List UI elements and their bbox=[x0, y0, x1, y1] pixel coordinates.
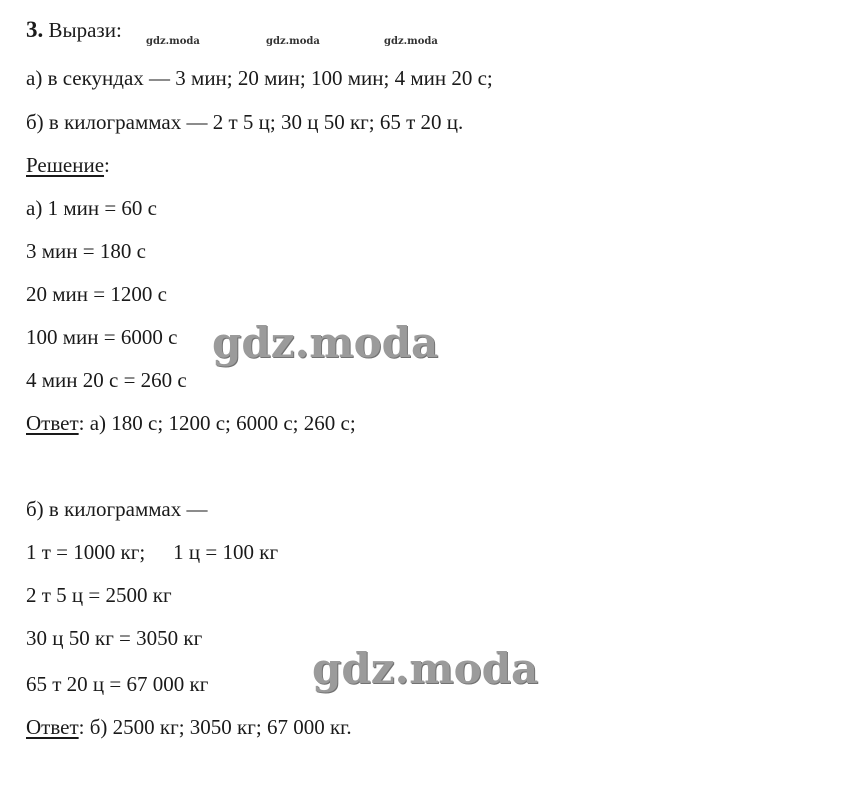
part-a-line: 20 мин = 1200 с bbox=[26, 282, 167, 306]
solution-heading-colon: : bbox=[104, 153, 110, 177]
part-a-line: 100 мин = 6000 с bbox=[26, 325, 178, 349]
task-number: 3. bbox=[26, 17, 44, 42]
conversion-ton: 1 т = 1000 кг; bbox=[26, 540, 146, 564]
part-a-line: а) 1 мин = 60 с bbox=[26, 196, 157, 220]
answer-label: Ответ bbox=[26, 411, 79, 435]
part-b-answer bbox=[26, 715, 352, 739]
task-item-a: а) в секундах — 3 мин; 20 мин; 100 мин; 4 мин 20 с; bbox=[26, 66, 493, 90]
watermark-small-1: gdz.moda bbox=[146, 36, 200, 47]
answer-label: Ответ bbox=[26, 715, 79, 739]
watermark-small-2: gdz.moda bbox=[266, 36, 320, 47]
watermark-big-2: gdz.moda bbox=[312, 644, 539, 693]
part-b-intro: б) в килограммах — bbox=[26, 497, 208, 521]
part-b-line: 2 т 5 ц = 2500 кг bbox=[26, 583, 172, 607]
watermark-big-1: gdz.moda bbox=[212, 318, 439, 367]
task-header bbox=[26, 18, 122, 42]
part-a-line: 3 мин = 180 с bbox=[26, 239, 146, 263]
part-b-conversions bbox=[26, 540, 278, 564]
task-prompt: Вырази: bbox=[48, 18, 122, 42]
part-a-answer bbox=[26, 411, 356, 435]
part-b-line: 65 т 20 ц = 67 000 кг bbox=[26, 672, 209, 696]
part-b-line: 30 ц 50 кг = 3050 кг bbox=[26, 626, 203, 650]
conversion-centner: 1 ц = 100 кг bbox=[173, 540, 279, 564]
answer-text: : а) 180 с; 1200 с; 6000 с; 260 с; bbox=[78, 411, 356, 435]
answer-text: : б) 2500 кг; 3050 кг; 67 000 кг. bbox=[78, 715, 352, 739]
solution-heading bbox=[26, 153, 110, 177]
solution-heading-label: Решение bbox=[26, 153, 105, 177]
watermark-small-3: gdz.moda bbox=[384, 36, 438, 47]
task-item-b: б) в килограммах — 2 т 5 ц; 30 ц 50 кг; 65 т 20 ц. bbox=[26, 110, 464, 134]
part-a-line: 4 мин 20 с = 260 с bbox=[26, 368, 187, 392]
